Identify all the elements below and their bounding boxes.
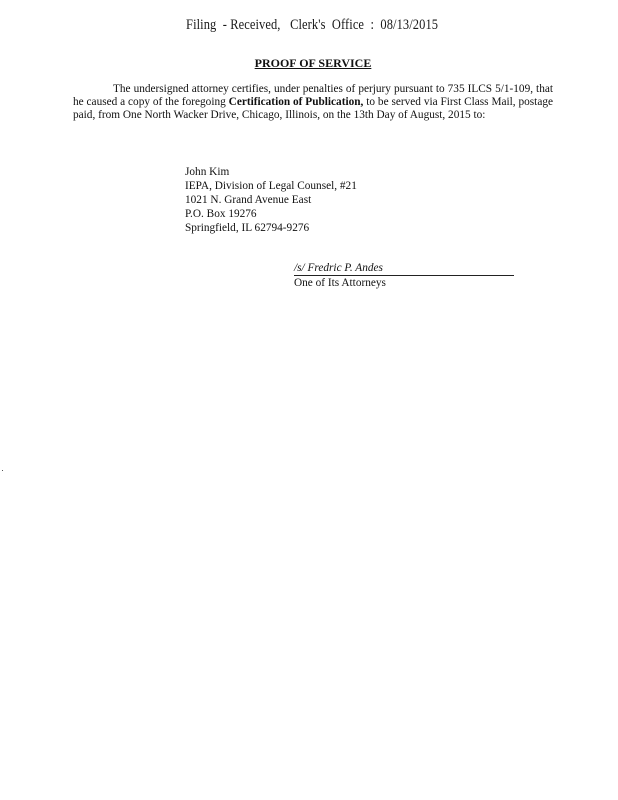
body-text-part1: The undersigned attorney certifies, under penalties of perjury pursuant to 735 ILCS 5/1-109, that he caused a copy of the foregoing	[73, 83, 553, 108]
page-title: PROOF OF SERVICE	[254, 56, 372, 70]
address-line-pobox: P.O. Box 19276	[185, 208, 257, 220]
address-line-city: Springfield, IL 62794-9276	[185, 222, 310, 234]
filing-stamp: Filing - Received, Clerk's Office : 08/13/2015	[186, 17, 439, 33]
signature-line: /s/ Fredric P. Andes	[294, 262, 514, 276]
scan-speck	[2, 470, 3, 471]
certification-paragraph	[73, 83, 553, 122]
signature-caption: One of Its Attorneys	[294, 277, 386, 289]
body-text-bold: Certification of Publication,	[228, 96, 364, 108]
address-line-name: John Kim	[185, 166, 230, 178]
body-text-part2: to be served via First Class Mail, postage paid, from One North Wacker Drive, Chicago, Illinois, on the 13th Day of August, 2015 to:	[73, 96, 553, 121]
recipient-address	[185, 165, 357, 235]
address-line-street: 1021 N. Grand Avenue East	[185, 194, 312, 206]
address-line-agency: IEPA, Division of Legal Counsel, #21	[185, 180, 357, 192]
